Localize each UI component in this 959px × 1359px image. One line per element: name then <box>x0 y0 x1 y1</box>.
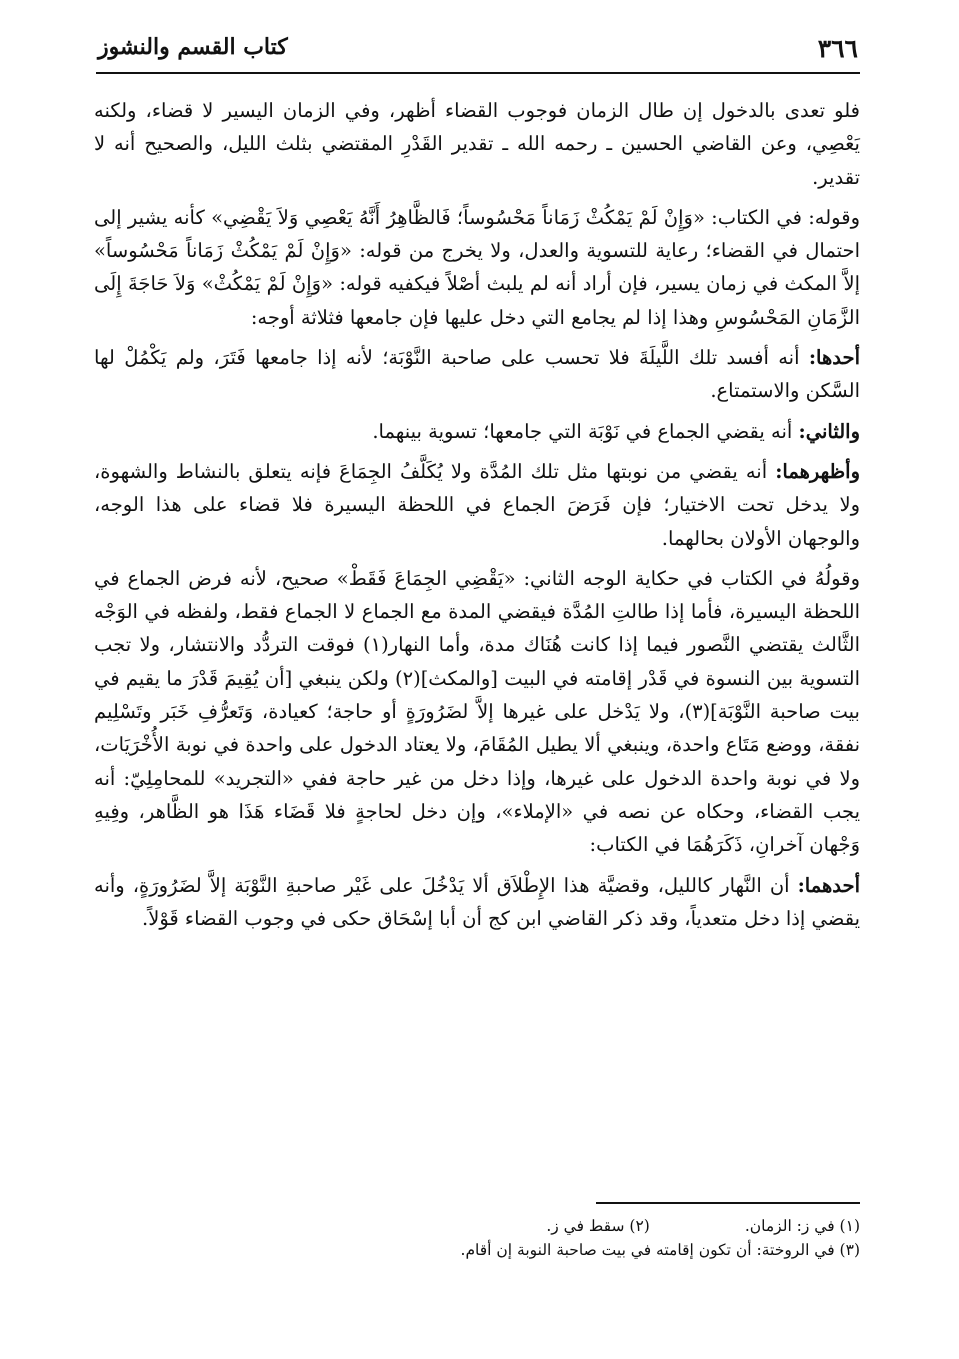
paragraph-7 <box>94 869 860 936</box>
running-title: كتاب القسم والنشوز <box>98 34 288 60</box>
paragraph-7-lead: أحدهما: <box>797 873 860 897</box>
page-number: ٣٦٦ <box>817 34 858 63</box>
paragraph-6: وقولُهُ في الكتاب في حكاية الوجه الثاني: «يَقْضِي الجِمَاعَ فَقَطْ» صحيح، لأنه فرض الجماع في اللحظة اليسيرة، فأما إذا طالتِ المُدَّة فيقضي المدة مع الجماع لا الجماع فقط، ولفظه في الوَجْه الثَّالث يقتضي النَّصور فيما إذا كانت هُنَاك مدة، وأما النهار(١) فوقت التردُّد والانتشار، ولا تجب التسوية بين النسوة في قَدْر إقامته في البيت [والمكث](٢) ولكن ينبغي [أن يُقِيمَ قَدْرَ ما يقيم في بيت صاحبة النَّوْبَة](٣)، ولا يَدْخل على غيرها إلاَّ لضَرُورَةٍ أو حاجة؛ كعيادة، وَتَعرُّفِ خَبَر وتَسْلِيم نفقة، ووضع مَتَاع واحدة، وينبغي ألا يطيل المُقَامَ، ولا يعتاد الدخول على واحدة في نوبة الأُخْرَيَات، ولا في نوبة واحدة الدخول على غيرها، وإذا دخل من غير حاجة ففي «التجريد» للمحامِلِيّ: أنه يجب القضاء، وحكاه عن نصه في «الإملاء»، وإن دخل لحاجةٍ فلا قَضَاء هَذَا هو الظَّاهر، وفِيهِ وَجْهان آخرانِ، ذَكَرَهُمَا في الكتاب: <box>94 566 860 857</box>
paragraph-3-lead: أحدها: <box>808 346 860 370</box>
footnote-1: (١) في ز: الزمان. <box>744 1217 860 1235</box>
paragraph-4 <box>94 415 860 448</box>
paragraph-2: وقوله: في الكتاب: «وَإِنْ لَمْ يَمْكُثْ زَمَاناً مَحْسُوساً؛ فَالظَّاهِرُ أَنَّهُ يَعْصِي وَلاَ يَقْضِي» كأنه يشير إلى احتمال في القضاء؛ رعاية للتسوية والعدل، ولا يخرج من قوله: «وَإِنْ لَمْ يَمْكُثْ زَمَاناً مَحْسُوساً» إلاَّ المكث في زمان يسير، فإن أراد أنه لم يلبث أصْلاً فيكفيه قوله: «وَإِنْ لَمْ يَمْكُثْ» وَلاَ حَاجَةَ إِلَى الزَّمَانِ المَحْسُوسِ وهذا إذا لم يجامع التي دخل عليها فإن جامعها فثلاثة أوجه: <box>94 205 860 329</box>
footnote-3: (٣) في الروختة: أن تكون إقامته في بيت صاحبة النوبة إن أقام. <box>460 1241 860 1259</box>
paragraph-5-lead: وأظهرهما: <box>775 459 860 483</box>
main-text <box>94 94 860 942</box>
footnote-row <box>300 1238 860 1262</box>
paragraph-3-text: أنه أفسد تلك اللَّيلَةَ فلا تحسب على صاحبة النَّوْبَة؛ لأنه إذا جامعها فَتَرَ، ولم يَكْمُلْ لها السَّكن والاستمتاع. <box>94 346 860 403</box>
paragraph-5-text: أنه يقضي من نوبتها مثل تلك المُدَّة ولا يُكَلَّفُ الجِمَاعَ فإنه يتعلق بالنشاط والشهوة، ولا يدخل تحت الاختيار؛ فإن فَرَضَ الجماع في اللحظة اليسيرة فلا قضاء على هذا الوجه، والوجهان الأولان بحالهما. <box>94 459 860 550</box>
paragraph-3 <box>94 341 860 408</box>
paragraph-1: فلو تعدى بالدخول إن طال الزمان فوجوب القضاء أظهر، وفي الزمان اليسير لا قضاء، ولكنه يَعْصِي، وعن القاضي الحسين ـ رحمه الله ـ تقدير القَدْرِ المقتضي بثلث الليل، والصحيح أنه لا تقدير. <box>94 99 860 189</box>
footnote-row <box>300 1214 860 1238</box>
footnote-2: (٢) سقط في ز. <box>546 1217 650 1235</box>
header-divider <box>96 72 860 74</box>
paragraph-5 <box>94 455 860 555</box>
page-header <box>98 30 858 70</box>
paragraph-4-lead: والثاني: <box>798 419 860 443</box>
paragraph-7-text: أن النَّهار كالليل، وقضيَّة هذا الإِطْلاَق ألا يَدْخُلَ على غَيْر صاحبةِ النَّوْبَة إلاَّ لضَرُورَةٍ، وأنه يقضي إذا دخل متعدياً، وقد ذكر القاضي ابن كج أن أبا إسْحَاق حكى في وجوب القضاء قَوْلاً. <box>94 873 860 930</box>
paragraph-4-text: أنه يقضي الجماع في نَوْبَة التي جامعها؛ تسوية بينهما. <box>372 419 799 443</box>
footnote-divider <box>596 1202 860 1204</box>
footnotes <box>300 1214 860 1262</box>
